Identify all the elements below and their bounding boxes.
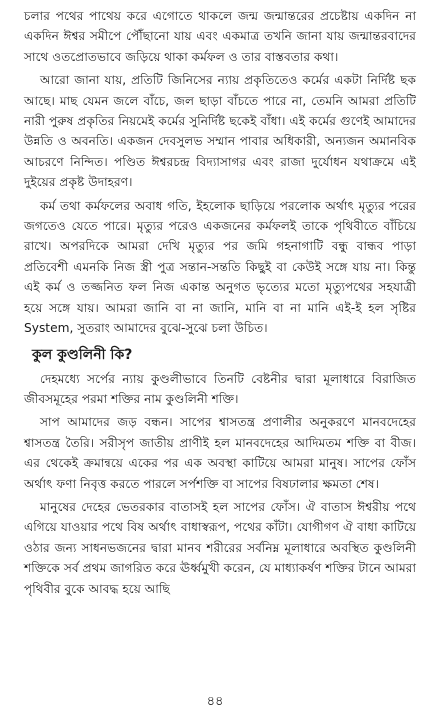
paragraph-serpent-breath: মানুষের দেহের ভেতরকার বাতাসই হল সাপের ফোঁস। ঐ বাতাস ঈশ্বরীয় পথে এগিয়ে যাওয়ার পথে বিষ অর্থাৎ বাধাস্বরূপ, পথের কাঁটা। যোগীগণ ঐ বাধা কাটিয়ে ওঠার জন্য সাধনভজনের দ্বারা মানব শরীরের সর্বনিম্ন মূলাধারে অবস্থিত কুণ্ডলিনী শক্তিকে সর্ব প্রথম জাগরিত করে ঊর্ধ্বমুখী করেন, যে মাধ্যাকর্ষণ শক্তির টানে আমরা পৃথিবীর বুকে আবদ্ধ হয়ে আছি — [24, 499, 416, 596]
paragraph-nature-of-karma: আরো জানা যায়, প্রতিটি জিনিসের ন্যায় প্রকৃতিতেও কর্মের একটা নির্দিষ্ট ছক আছে। মাছ যেমন জলে বাঁচে, জল ছাড়া বাঁচতে পারে না, তেমনি আমরা প্রতিটি নারী পুরুষ প্রকৃতির নিয়মেই কর্মের সুনির্দিষ্ট ছকেই বাঁধা। এই কর্মের গুণেই আমাদের উন্নতি ও অবনতি। একজন দেবসুলভ সম্মান পাবার অধিকারী, অন্যজন অমানবিক আচরণে নিন্দিত। পণ্ডিত ঈশ্বরচন্দ্র বিদ্যাসাগর এবং রাজা দুর্যোধন যথাক্রমে এই দুইয়ের প্রকৃষ্ট উদাহরণ। — [24, 73, 416, 190]
page-number: ৪৪ — [206, 694, 224, 709]
paragraph-karma-after-death: কর্ম তথা কর্মফলের অবাধ গতি, ইহলোক ছাড়িয়ে পরলোক অর্থাৎ মৃত্যুর পরের জগতেও যেতে পারে। মৃত্যুর পরেও একজনের কর্মফলই তাকে পৃথিবীতে বাঁচিয়ে রাখে। অপরদিকে আমরা দেখি মৃত্যুর পর জমি গহনাগাটি বন্ধু বান্ধব পাড়া প্রতিবেশী এমনকি নিজ স্ত্রী পুত্র সন্তান-সন্ততি কিছুই বা কেউই সঙ্গে যায় না। কিন্তু এই কর্ম ও তজ্জনিত ফল নিজ একান্ত অনুগত ভৃত্যের মতো মৃত্যুপথের সহযাত্রী হয়ে সঙ্গে যায়। আমরা জানি বা না জানি, মানি বা না মানি এই-ই হল সৃষ্টির System, সুতরাং আমাদের বুঝে-সুঝে চলা উচিত। — [24, 198, 416, 336]
paragraph-kundalini-definition: দেহমধ্যে সর্পের ন্যায় কুণ্ডলীভাবে তিনটি বেষ্টনীর দ্বারা মূলাধারে বিরাজিত জীবসমূহের পরমা শক্তির নাম কুণ্ডলিনী শক্তি। — [24, 371, 416, 406]
paragraph-karma-continuation: চলার পথের পাথেয় করে এগোতে থাকলে জন্ম জন্মান্তরের প্রচেষ্টায় একদিন না একদিন ঈশ্বর সমীপে পৌঁছানো যায় এবং একমাত্র তখনি জানা যায় জন্মান্তরবাদের সাথে ওতপ্রোতভাবে জড়িয়ে থাকা কর্মফল ও তার বাস্তবতার কথা। — [24, 9, 416, 64]
section-heading-kundalini: কুল কুণ্ডলিনী কি? — [32, 346, 133, 363]
paragraph-serpent-bondage: সাপ আমাদের জড় বন্ধন। সাপের শ্বাসতন্ত্র প্রণালীর অনুকরণে মানবদেহের শ্বাসতন্ত্র তৈরি। সরীসৃপ জাতীয় প্রাণীই হল মানবদেহের আদিমতম শক্তি বা বীজ। এর থেকেই ক্রমান্বয়ে একের পর এক অবস্থা কাটিয়ে আমরা মানুষ। সাপের ফোঁস অর্থাৎ ফণা নিবৃত্ত করতে পারলে সর্পশক্তি বা সাপের বিষঢালার ক্ষমতা শেষ। — [24, 415, 416, 491]
